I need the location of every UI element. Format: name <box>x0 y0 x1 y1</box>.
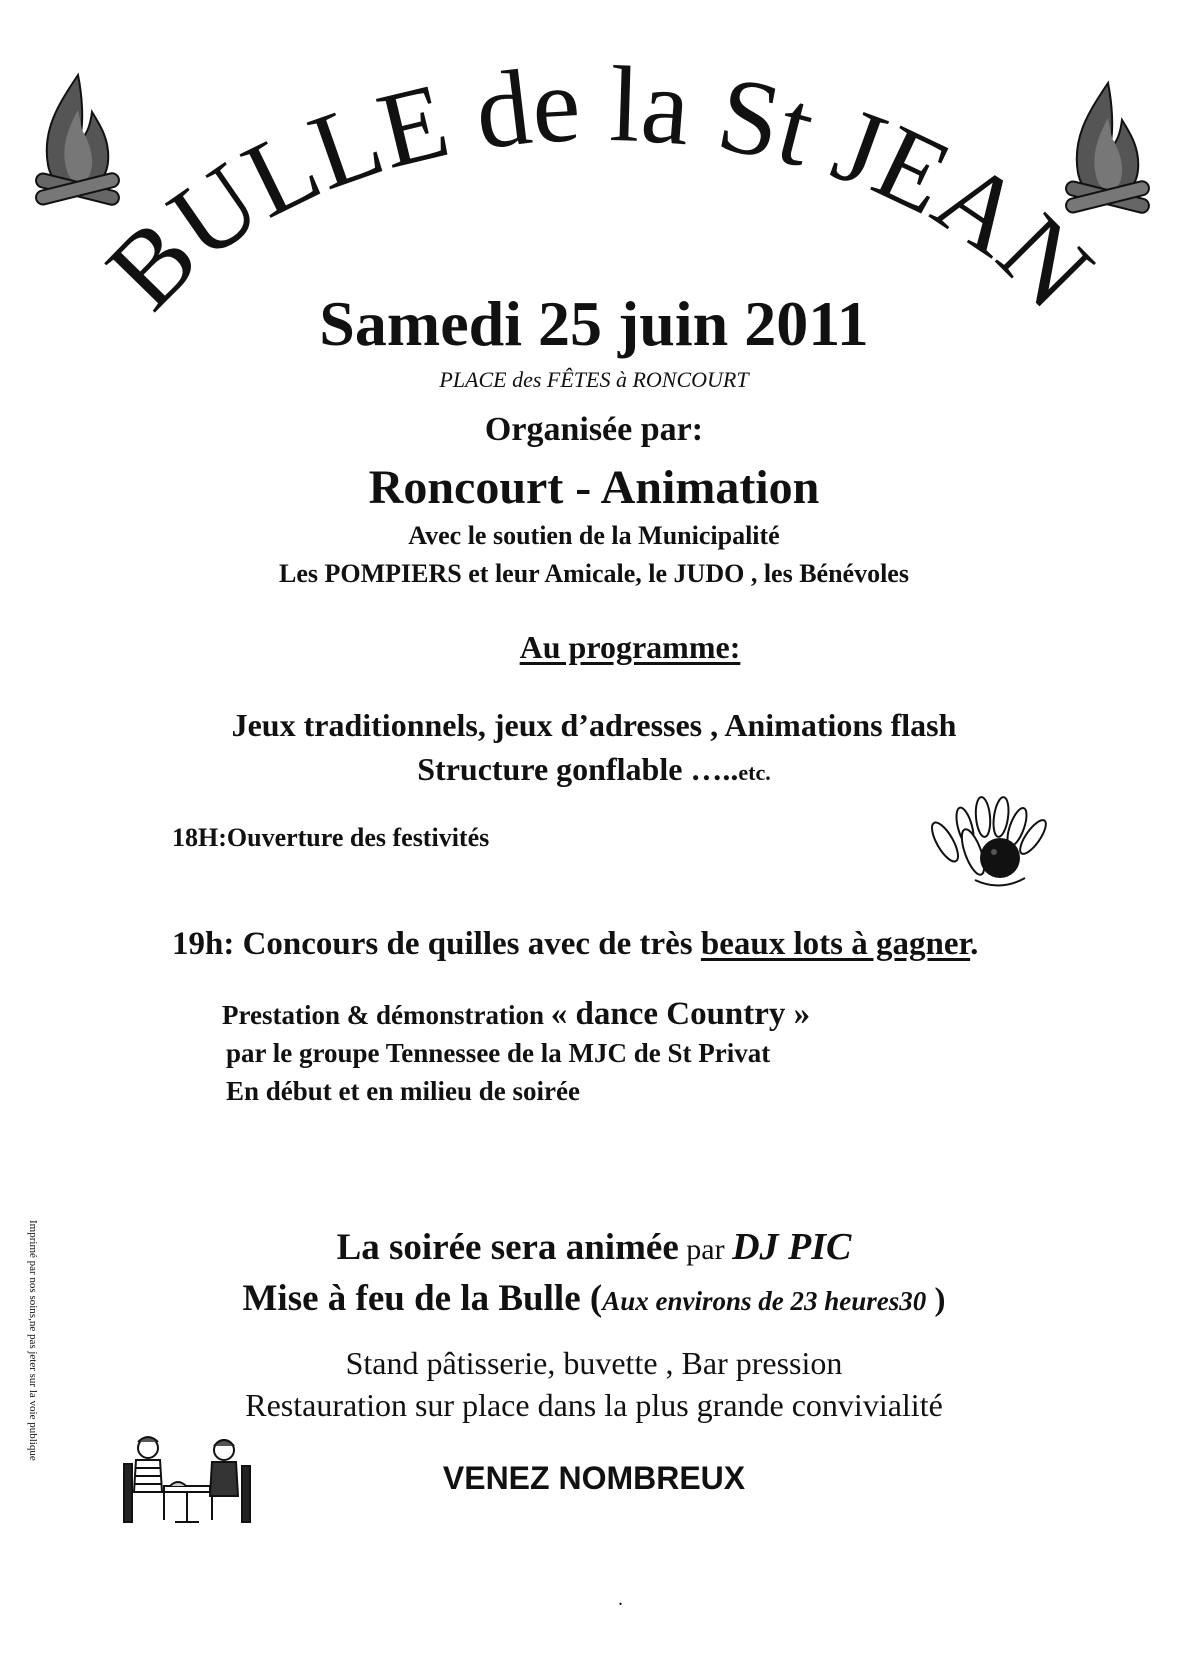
stand-line-1: Stand pâtisserie, buvette , Bar pression <box>345 1345 843 1381</box>
contest-time: 19h <box>172 926 224 962</box>
dance-line-1-b: « dance Country » <box>550 996 811 1032</box>
dj-b: par <box>678 1233 733 1266</box>
side-note-container <box>24 1220 40 1550</box>
programme-heading: Au programme: <box>519 629 741 665</box>
dance-line-3: En début et en milieu de soirée <box>226 1076 580 1106</box>
fire-a: Mise à feu de la Bulle ( <box>242 1278 603 1319</box>
dj-c: DJ PIC <box>732 1226 852 1268</box>
support-line-2: Les POMPIERS et leur Amicale, le JUDO , les Bénévoles <box>279 559 909 588</box>
games-line-1: Jeux traditionnels, jeux d’adresses , Animations flash <box>231 707 957 743</box>
contest-prizes: beaux lots à gagner <box>700 926 971 962</box>
event-date: Samedi 25 juin 2011 <box>319 288 869 359</box>
contest-line <box>172 924 978 964</box>
opening-time: 18H:Ouverture des festivités <box>172 823 490 852</box>
dj-line <box>0 1224 1188 1278</box>
dance-line-1 <box>222 995 810 1039</box>
stand-line-2: Restauration sur place dans la plus grande convivialité <box>245 1387 943 1423</box>
event-place: PLACE des FÊTES à RONCOURT <box>439 367 749 392</box>
side-note: Imprimé par nos soins,ne pas jeter sur la voie publique <box>27 1220 39 1461</box>
bowling-pins-icon <box>905 782 1055 892</box>
games-line-2-etc: etc. <box>738 760 771 785</box>
diners-icon <box>120 1430 255 1530</box>
organised-by-label: Organisée par: <box>484 411 704 448</box>
contest-end: . <box>970 926 979 962</box>
footer-dot: . <box>618 1588 623 1610</box>
contest-text: : Concours de quilles avec de très <box>223 926 701 962</box>
games-line-2-main: Structure gonflable ….. <box>417 751 739 787</box>
fire-b: Aux environs de 23 heures30 <box>602 1286 927 1316</box>
organiser-name: Roncourt - Animation <box>368 461 820 514</box>
support-line-1: Avec le soutien de la Municipalité <box>408 521 780 550</box>
event-title: BULLE de la St JEAN <box>84 44 1115 332</box>
closing-message: VENEZ NOMBREUX <box>442 1460 746 1496</box>
dance-line-1-a: Prestation & démonstration <box>222 1000 551 1030</box>
fire-c: ) <box>926 1282 946 1318</box>
dance-line-2: par le groupe Tennessee de la MJC de St Privat <box>226 1038 771 1068</box>
fire-line <box>0 1276 1188 1329</box>
dj-a: La soirée sera animée <box>336 1227 679 1268</box>
